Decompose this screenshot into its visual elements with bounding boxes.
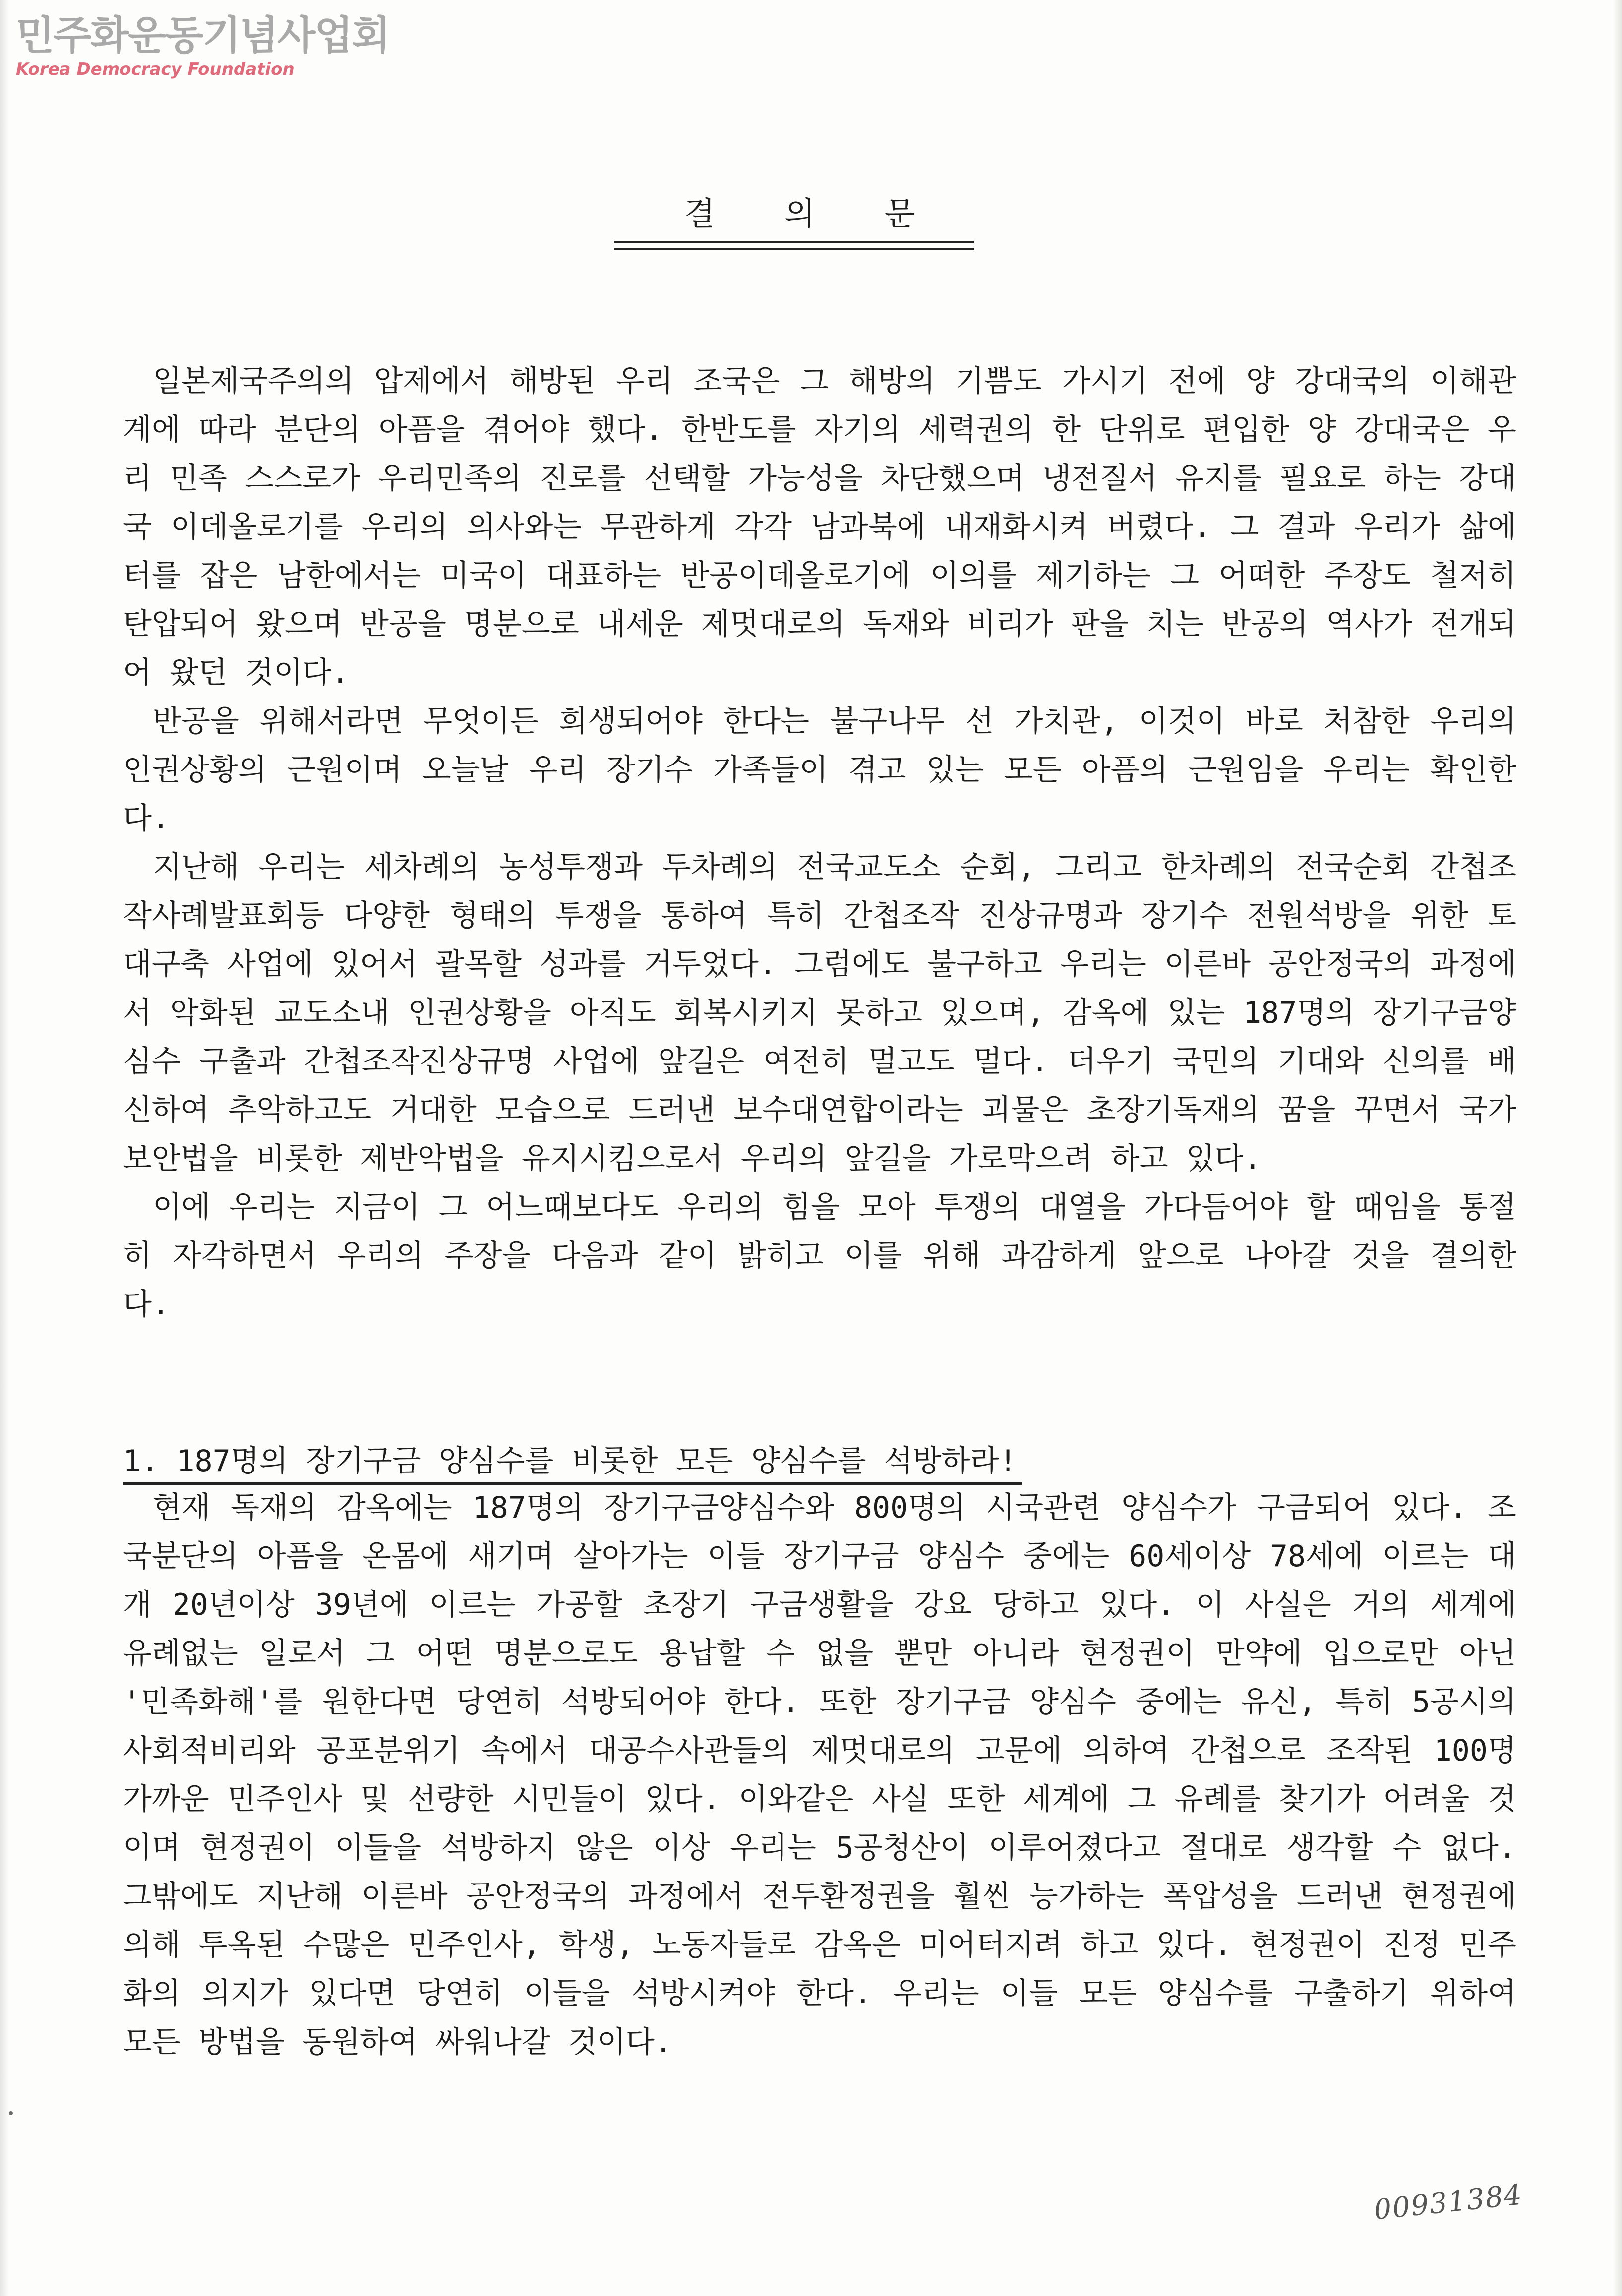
archive-number-stamp: 00931384 (1372, 2178, 1524, 2227)
foundation-logo (16, 12, 389, 79)
section-1-body: 현재 독재의 감옥에는 187명의 장기구금양심수와 800명의 시국관련 양심수가 구금되어 있다. 조국분단의 아픔을 온몸에 새기며 살아가는 이들 장기구금 양심수 중에는 60세이상 78세에 이르는 대개 20년이상 39년에 이르는 가공할 초장기 구금생활을 강요 당하고 있다. 이 사실은 거의 세계에 유례없는 일로서 그 어떤 명분으로도 용납할 수 없을 뿐만 아니라 현정권이 만약에 입으로만 아닌 '민족화해'를 원한다면 당연히 석방되어야 한다. 또한 장기구금 양심수 중에는 유신, 특히 5공시의 사회적비리와 공포분위기 속에서 대공수사관들의 제멋대로의 고문에 의하여 간첩으로 조작된 100명 가까운 민주인사 및 선량한 시민들이 있다. 이와같은 사실 또한 세계에 그 유례를 찾기가 어려울 것이며 현정권이 이들을 석방하지 않은 이상 우리는 5공청산이 이루어졌다고 절대로 생각할 수 없다. 그밖에도 지난해 이른바 공안정국의 과정에서 전두환정권을 훨씬 능가하는 폭압성을 드러낸 현정권에 의해 투옥된 수많은 민주인사, 학생, 노동자들로 감옥은 미어터지려 하고 있다. 현정권이 진정 민주화의 의지가 있다면 당연히 이들을 석방시켜야 한다. 우리는 이들 모든 양심수를 구출하기 위하여 모든 방법을 동원하여 싸워나갈 것이다. (123, 1490, 1516, 2060)
intro-paragraph-2: 반공을 위해서라면 무엇이든 희생되어야 한다는 불구나무 선 가치관, 이것이 바로 처참한 우리의 인권상황의 근원이며 오늘날 우리 장기수 가족들이 겪고 있는 모든 아픔의 근원임을 우리는 확인한다. (123, 704, 1516, 836)
intro-paragraph-1: 일본제국주의의 압제에서 해방된 우리 조국은 그 해방의 기쁨도 가시기 전에 양 강대국의 이해관계에 따라 분단의 아픔을 겪어야 했다. 한반도를 자기의 세력권의 한 단위로 편입한 양 강대국은 우리 민족 스스로가 우리민족의 진로를 선택할 가능성을 차단했으며 냉전질서 유지를 필요로 하는 강대국 이데올로기를 우리의 의사와는 무관하게 각각 남과북에 내재화시켜 버렸다. 그 결과 우리가 삶에 터를 잡은 남한에서는 미국이 대표하는 반공이데올로기에 이의를 제기하는 그 어떠한 주장도 철저히 탄압되어 왔으며 반공을 명분으로 내세운 제멋대로의 독재와 비리가 판을 치는 반공의 역사가 전개되어 왔던 것이다. (123, 364, 1516, 690)
section-1-body-container (123, 1483, 1516, 2066)
intro-section (123, 357, 1516, 1329)
title-underline (614, 241, 974, 243)
scan-edge-right (1613, 0, 1622, 2296)
title-underline-double (614, 248, 974, 250)
scan-edge-left (0, 0, 9, 2296)
logo-english-text: Korea Democracy Foundation (16, 59, 295, 79)
intro-paragraph-3: 지난해 우리는 세차례의 농성투쟁과 두차례의 전국교도소 순회, 그리고 한차례의 전국순회 간첩조작사례발표회등 다양한 형태의 투쟁을 통하여 특히 간첩조작 진상규명과 장기수 전원석방을 위한 토대구축 사업에 있어서 괄목할 성과를 거두었다. 그럼에도 불구하고 우리는 이른바 공안정국의 과정에서 악화된 교도소내 인권상황을 아직도 회복시키지 못하고 있으며, 감옥에 있는 187명의 장기구금양심수 구출과 간첩조작진상규명 사업에 앞길은 여전히 멀고도 멀다. 더우기 국민의 기대와 신의를 배신하여 추악하고도 거대한 모습으로 드러낸 보수대연합이라는 괴물은 초장기독재의 꿈을 꾸면서 국가보안법을 비롯한 제반악법을 유지시킴으로서 우리의 앞길을 가로막으려 하고 있다. (123, 850, 1516, 1176)
document-title: 결의문 (684, 196, 985, 233)
section-1-heading: 1. 187명의 장기구금 양심수를 비롯한 모든 양심수를 석방하라! (123, 1440, 1022, 1485)
scan-punch-mark (9, 2111, 13, 2115)
intro-paragraph-4: 이에 우리는 지금이 그 어느때보다도 우리의 힘을 모아 투쟁의 대열을 가다듬어야 할 때임을 통절히 자각하면서 우리의 주장을 다음과 같이 밝히고 이를 위해 과감하게 앞으로 나아갈 것을 결의한다. (123, 1190, 1516, 1322)
logo-korean-text: 민주화운동기념사업회 (16, 12, 389, 59)
